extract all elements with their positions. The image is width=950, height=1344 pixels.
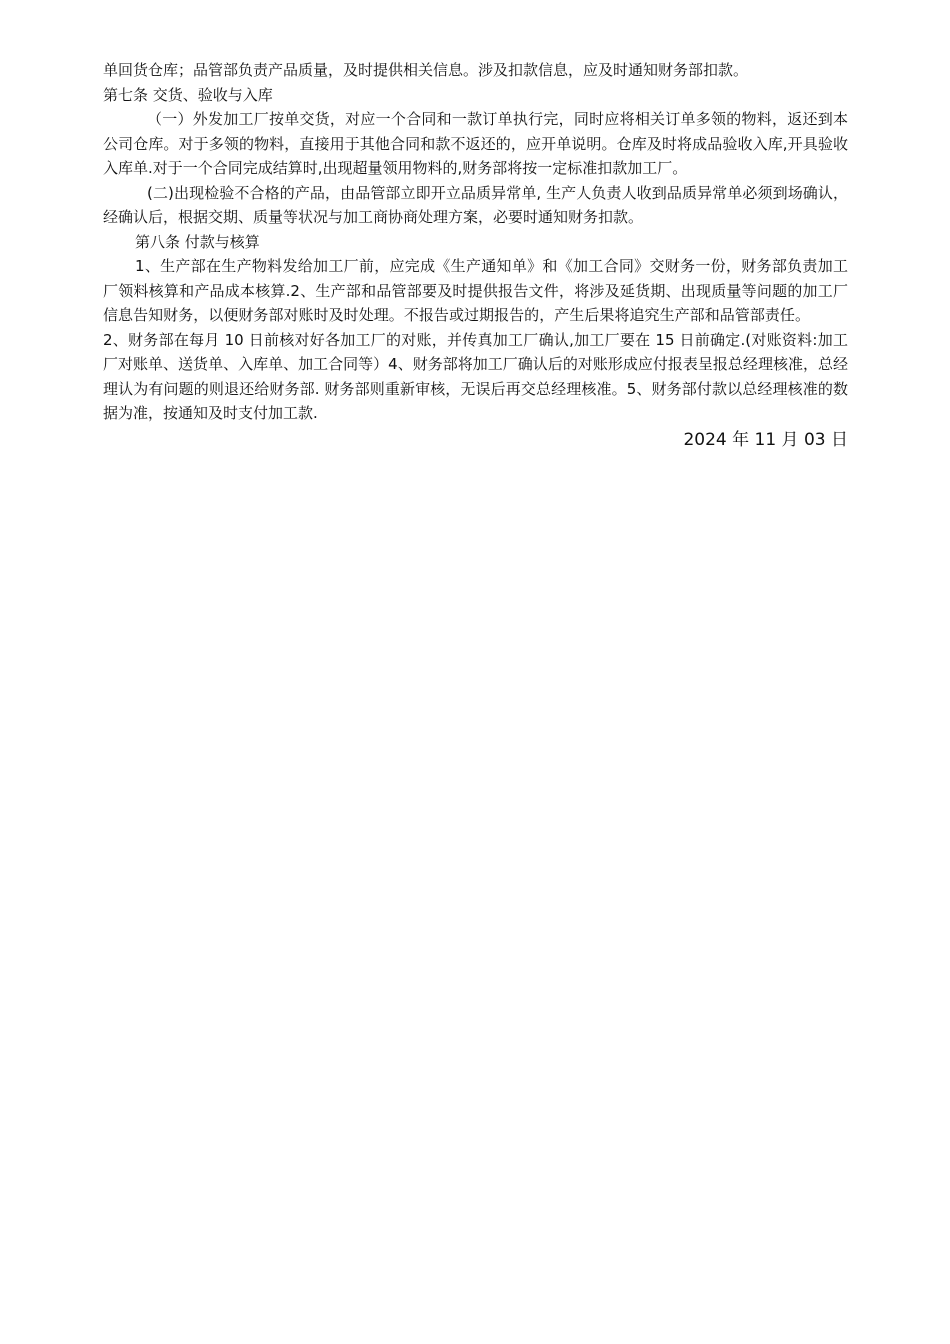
paragraph-continuation: 单回货仓库；品管部负责产品质量，及时提供相关信息。涉及扣款信息，应及时通知财务部扣款。 xyxy=(103,61,749,79)
article-7-clause-1: （一）外发加工厂按单交货，对应一个合同和一款订单执行完，同时应将相关订单多领的物料，返还到本公司仓库。对于多领的物料，直接用于其他合同和款不返还的，应开单说明。仓库及时将成品验收入库,开具验收入库单.对于一个合同完成结算时,出现超量领用物料的,财务部将按一定标准扣款加工厂。 xyxy=(103,110,848,177)
article-7-title: 第七条 交货、验收与入库 xyxy=(103,85,273,104)
article-8-clause-1a: 1、生产部在生产物料发给加工厂前，应完成《生产通知单》和《加工合同》交财务一份，财务部负责加工厂领料核算和产品成本核算.2、生产部和品管部要及时提供报告文件，将涉及延货期、出现质量等问题的加工厂信息告知财务，以便财务部对账时及时处理。不报告或过期报告的，产生后果将追究生产部和品管部责任。 xyxy=(103,257,848,324)
article-8-title: 第八条 付款与核算 xyxy=(135,232,260,251)
article-7-clause-2: (二)出现检验不合格的产品，由品管部立即开立品质异常单, 生产人负责人收到品质异常单必须到场确认，经确认后，根据交期、质量等状况与加工商协商处理方案，必要时通知财务扣款。 xyxy=(103,183,848,226)
document-date: 2024 年 11 月 03 日 xyxy=(683,429,848,450)
article-8-clause-1 xyxy=(103,254,848,426)
article-8-clause-1b: 2、财务部在每月 10 日前核对好各加工厂的对账，并传真加工厂确认,加工厂要在 15 日前确定.(对账资料:加工厂对账单、送货单、入库单、加工合同等）4、财务部将加工厂确认后的对账形成应付报表呈报总经理核准，总经理认为有问题的则退还给财务部. 财务部则重新审核，无误后再交总经理核准。5、财务部付款以总经理核准的数据为准，按通知及时支付加工款. xyxy=(103,330,848,422)
document-page xyxy=(103,58,848,453)
